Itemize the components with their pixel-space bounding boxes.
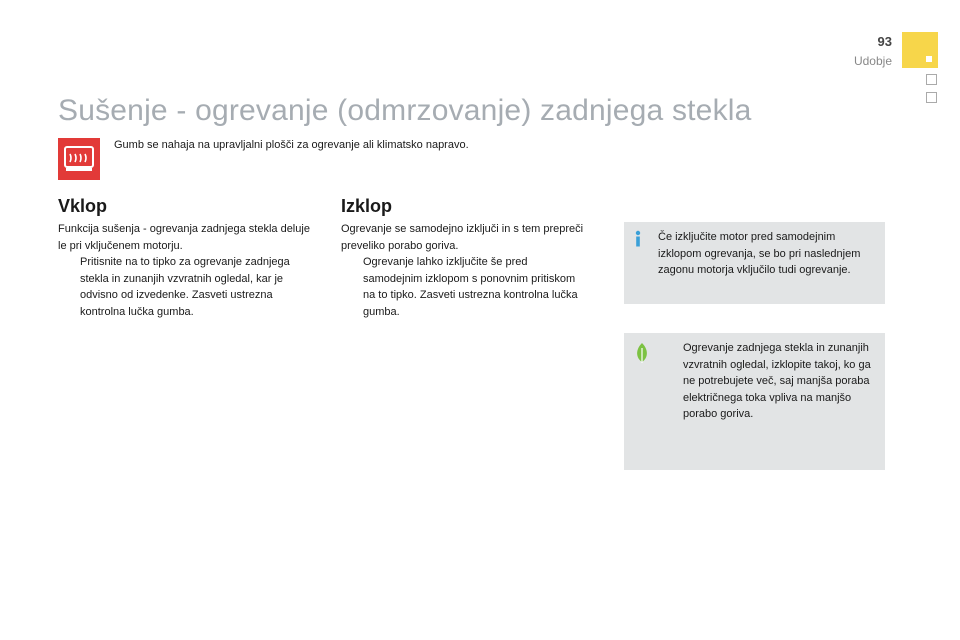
eco-leaf-icon — [634, 342, 650, 369]
eco-bullet — [661, 340, 883, 423]
izklop-bullet-text: Ogrevanje lahko izključite še pred samodejnim izklopom s ponovnim pritiskom na to tipko. Zasveti ustrezna kontrolna lučka gumba. — [363, 256, 578, 318]
tab-dot — [926, 56, 932, 62]
heading-izklop: Izklop — [341, 196, 393, 216]
izklop-paragraph: Ogrevanje se samodejno izključi in s tem prepreči preveliko porabo goriva. — [341, 223, 584, 252]
info-text: Če izključite motor pred samodejnim izklopom ogrevanja, se bo pri naslednjem zagonu motorja vključilo tudi ogrevanje. — [658, 231, 861, 276]
eco-text: Ogrevanje zadnjega stekla in zunanjih vzvratnih ogledal, izklopite takoj, ko ga ne potrebujete več, saj manjša poraba električnega toka vpliva na manjšo porabo goriva. — [683, 342, 871, 420]
info-icon — [631, 230, 645, 253]
izklop-body — [341, 221, 586, 320]
izklop-bullet — [341, 254, 586, 320]
intro-text: Gumb se nahaja na upravljalni plošči za ogrevanje ali klimatsko napravo. — [114, 139, 469, 151]
section-tab[interactable] — [926, 92, 937, 103]
vklop-bullet — [58, 254, 316, 320]
vklop-bullet-text: Pritisnite na to tipko za ogrevanje zadnjega stekla in zunanjih vzvratnih ogledal, kar je odvisno od izvedenke. Zasveti ustrezna kontrolna lučka gumba. — [80, 256, 290, 318]
section-tab-active[interactable] — [902, 32, 938, 68]
section-name: Udobje — [853, 54, 892, 68]
heading-vklop: Vklop — [58, 196, 108, 216]
eco-box — [624, 333, 885, 470]
vklop-paragraph: Funkcija sušenja - ogrevanja zadnjega stekla deluje le pri vključenem motorju. — [58, 223, 310, 252]
section-tab[interactable] — [926, 74, 937, 85]
page-number: 93 — [877, 34, 892, 49]
page-title: Sušenje - ogrevanje (odmrzovanje) zadnjega stekla — [58, 94, 752, 127]
vklop-body — [58, 221, 316, 320]
eco-bullet-item — [661, 340, 883, 423]
info-box — [624, 222, 885, 304]
rear-defrost-icon — [58, 138, 100, 180]
